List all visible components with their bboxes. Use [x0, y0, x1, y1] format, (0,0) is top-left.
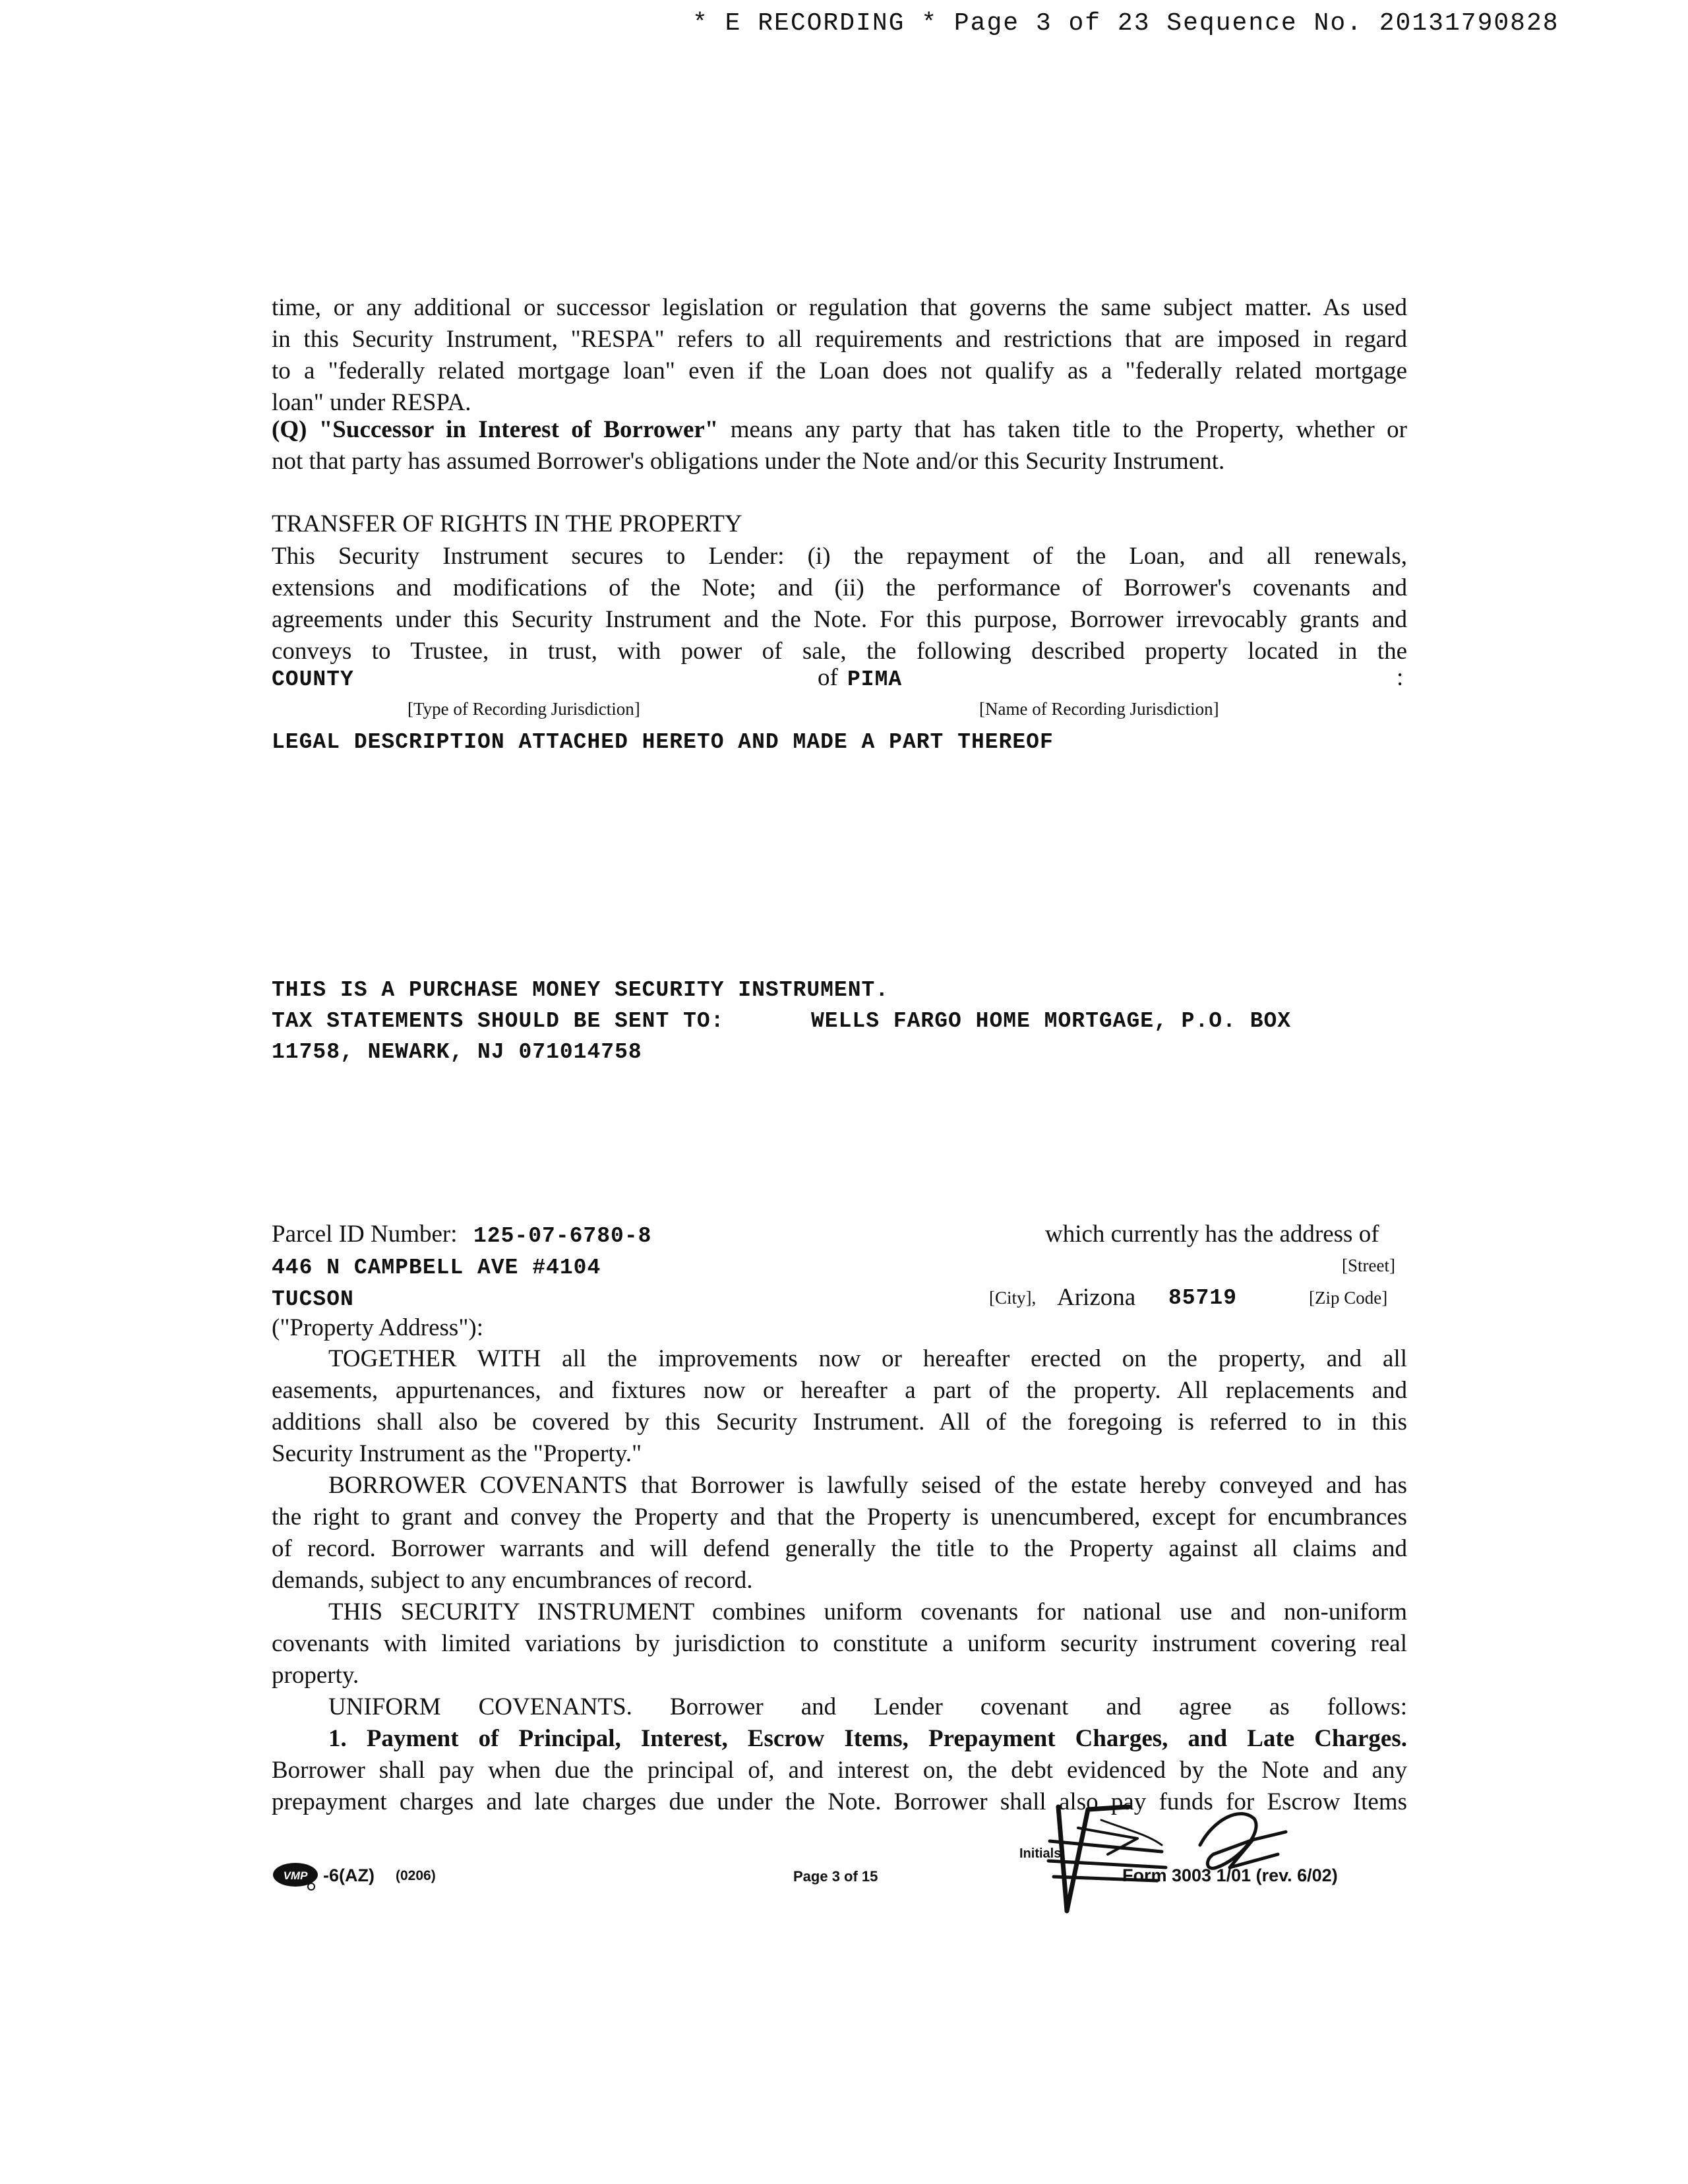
instrument-line: covenants with limited variations by jurisdiction to constitute a uniform security instrument covering real: [272, 1630, 1407, 1657]
tax-statement-label: TAX STATEMENTS SHOULD BE SENT TO:: [272, 1009, 725, 1033]
form-number: Form 3003 1/01 (rev. 6/02): [1122, 1866, 1338, 1885]
covenants-body: [272, 1343, 1407, 1818]
borrower-covenants-line: demands, subject to any encumbrances of record.: [272, 1567, 753, 1594]
payment-line: prepayment charges and late charges due under the Note. Borrower shall also pay funds for Escrow Items: [272, 1788, 1407, 1815]
vmp-logo: [272, 1862, 323, 1891]
address-intro: which currently has the address of: [1045, 1221, 1379, 1248]
respa-line: loan" under RESPA.: [272, 389, 471, 416]
zip-value: 85719: [1168, 1286, 1238, 1310]
instrument-line: property.: [272, 1662, 359, 1689]
recording-header: * E RECORDING * Page 3 of 23 Sequence No. 20131790828: [692, 9, 1559, 38]
respa-line: to a "federally related mortgage loan" even if the Loan does not qualify as a "federally related mortgage: [272, 357, 1407, 384]
transfer-line: agreements under this Security Instrument and the Note. For this purpose, Borrower irrevocably grants and: [272, 606, 1407, 633]
page-number: Page 3 of 15: [793, 1868, 878, 1885]
payment-heading: 1. Payment of Principal, Interest, Escrow Items, Prepayment Charges, and Late Charges.: [328, 1725, 1407, 1752]
successor-paragraph: [272, 414, 1407, 477]
payment-line: Borrower shall pay when due the principal of, and interest on, the debt evidenced by the Note and any: [272, 1757, 1407, 1784]
of-label: of: [818, 664, 838, 691]
together-line: easements, appurtenances, and fixtures now or hereafter a part of the property. All replacements and: [272, 1377, 1407, 1404]
zip-caption: [Zip Code]: [1309, 1288, 1388, 1308]
purchase-money-note: THIS IS A PURCHASE MONEY SECURITY INSTRUMENT.: [272, 978, 889, 1002]
property-address-label: ("Property Address"):: [272, 1314, 484, 1341]
uniform-covenants-line: UNIFORM COVENANTS. Borrower and Lender covenant and agree as follows:: [328, 1693, 1407, 1720]
jurisdiction-type-value: COUNTY: [272, 667, 354, 692]
street-caption: [Street]: [1342, 1256, 1395, 1275]
respa-line: time, or any additional or successor legislation or regulation that governs the same subject matter. As used: [272, 294, 1407, 321]
tax-statement-recipient: WELLS FARGO HOME MORTGAGE, P.O. BOX: [811, 1009, 1292, 1033]
type-jurisdiction-caption: [Type of Recording Jurisdiction]: [407, 699, 640, 719]
svg-text:VMP: VMP: [283, 1869, 308, 1882]
state-value: Arizona: [1057, 1284, 1136, 1311]
city-value: TUCSON: [272, 1287, 354, 1312]
together-line: additions shall also be covered by this Security Instrument. All of the foregoing is referred to in this: [272, 1409, 1407, 1436]
jurisdiction-name-value: PIMA: [847, 667, 903, 692]
form-code: -6(AZ): [323, 1866, 375, 1885]
transfer-line: extensions and modifications of the Note; and (ii) the performance of Borrower's covenants and: [272, 574, 1407, 601]
together-line: Security Instrument as the "Property.": [272, 1440, 642, 1467]
city-caption: [City],: [989, 1288, 1037, 1308]
transfer-paragraph: [272, 541, 1407, 667]
successor-line: means any party that has taken title to the Property, whether or: [718, 416, 1407, 443]
respa-paragraph: [272, 292, 1407, 419]
transfer-line: conveys to Trustee, in trust, with power of sale, the following described property located in the: [272, 638, 1407, 665]
legal-description: LEGAL DESCRIPTION ATTACHED HERETO AND MADE A PART THEREOF: [272, 730, 1054, 754]
respa-line: in this Security Instrument, "RESPA" refers to all requirements and restrictions that are imposed in regard: [272, 326, 1407, 353]
borrower-covenants-line: of record. Borrower warrants and will defend generally the title to the Property against all claims and: [272, 1535, 1407, 1562]
successor-definition-label: (Q) "Successor in Interest of Borrower": [272, 416, 719, 443]
tax-statement-address: 11758, NEWARK, NJ 071014758: [272, 1040, 642, 1064]
borrower-covenants-line: the right to grant and convey the Property and that the Property is unencumbered, except for encumbrances: [272, 1503, 1407, 1531]
jurisdiction-colon: :: [1397, 664, 1404, 691]
transfer-line: This Security Instrument secures to Lender: (i) the repayment of the Loan, and all renewals,: [272, 543, 1407, 570]
together-line: TOGETHER WITH all the improvements now or hereafter erected on the property, and all: [328, 1345, 1407, 1372]
street-address: 446 N CAMPBELL AVE #4104: [272, 1256, 601, 1280]
name-jurisdiction-caption: [Name of Recording Jurisdiction]: [979, 699, 1219, 719]
initials-signature: [989, 1794, 1319, 1919]
transfer-heading: TRANSFER OF RIGHTS IN THE PROPERTY: [272, 510, 742, 537]
borrower-covenants-line: BORROWER COVENANTS that Borrower is lawfully seised of the estate hereby conveyed and has: [328, 1472, 1407, 1499]
form-date: (0206): [396, 1868, 436, 1883]
instrument-line: THIS SECURITY INSTRUMENT combines uniform covenants for national use and non-uniform: [328, 1598, 1407, 1625]
parcel-label: Parcel ID Number:: [272, 1221, 458, 1248]
parcel-number: 125-07-6780-8: [473, 1224, 652, 1248]
initials-label: Initials:: [1019, 1846, 1066, 1861]
successor-line: not that party has assumed Borrower's obligations under the Note and/or this Security Instrument.: [272, 448, 1225, 475]
